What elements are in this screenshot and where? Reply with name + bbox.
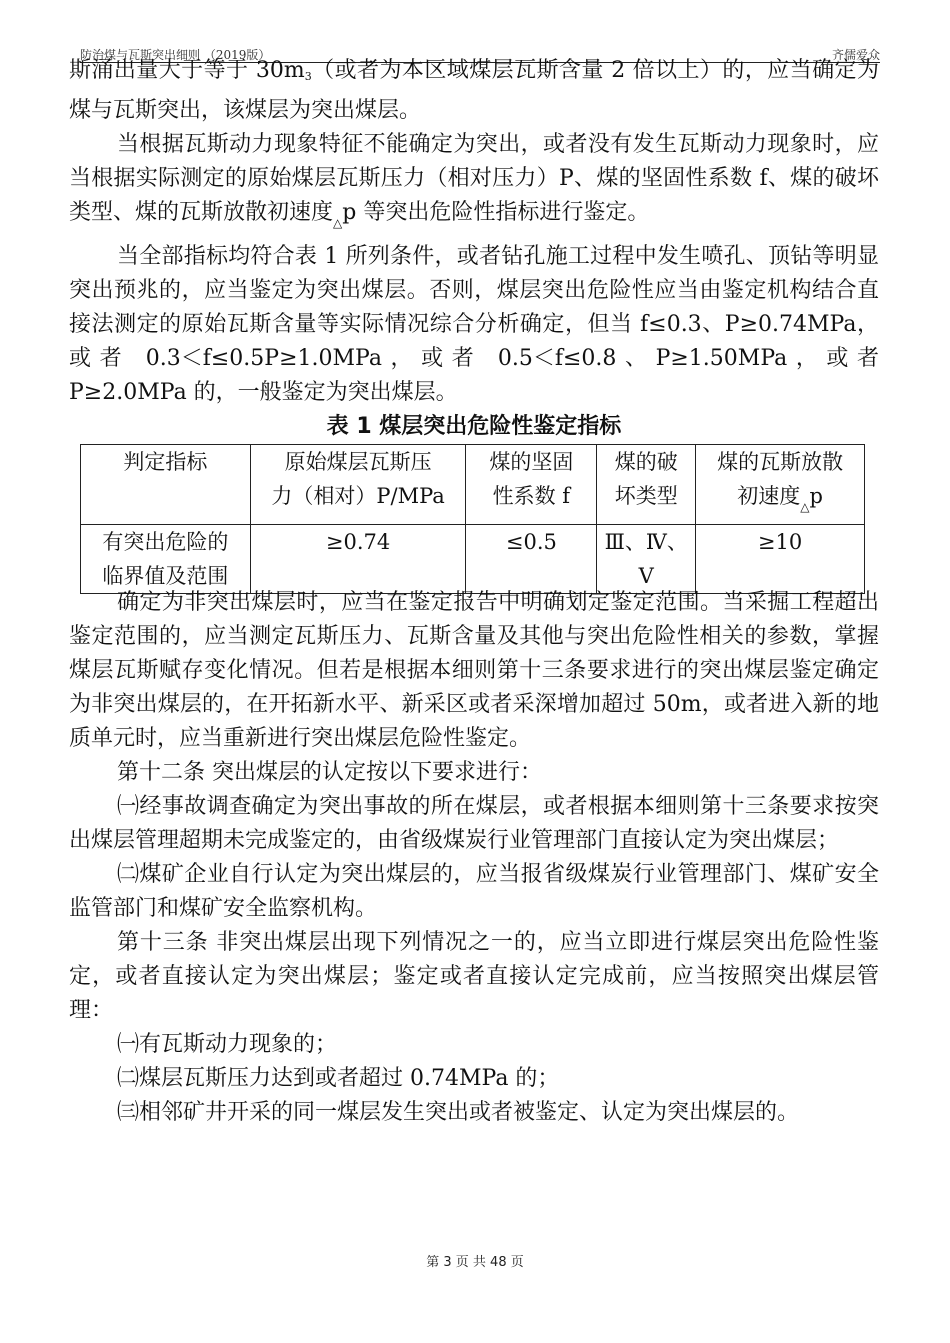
superscript: 3 <box>304 70 312 83</box>
paragraph: 第十三条 非突出煤层出现下列情况之一的，应当立即进行煤层突出危险性鉴定，或者直接认定为突出煤层；鉴定或者直接认定完成前，应当按照突出煤层管理： <box>69 930 879 1023</box>
table-row <box>81 525 865 594</box>
cell-text: ≥10 <box>757 530 803 554</box>
cell-text: ≥0.74 <box>325 530 391 554</box>
cell-text: 煤的坚固 <box>489 450 574 474</box>
paragraph: ㈠经事故调查确定为突出事故的所在煤层，或者根据本细则第十三条要求按突出煤层管理超期未完成鉴定的，由省级煤炭行业管理部门直接认定为突出煤层； <box>69 794 879 853</box>
paragraph <box>69 128 879 240</box>
header-document-title: 防治煤与瓦斯突出细则 （2019版） <box>80 48 271 62</box>
table-cell <box>696 525 865 594</box>
cell-text: 判定指标 <box>123 450 208 474</box>
table-header-cell <box>81 445 251 525</box>
table-header-cell <box>250 445 466 525</box>
table-cell <box>597 525 696 594</box>
cell-text <box>698 479 862 524</box>
table-header-row <box>81 445 865 525</box>
cell-text: 力（相对）P/MPa <box>271 484 445 508</box>
page-body <box>69 58 879 1130</box>
paragraph: 当全部指标均符合表 1 所列条件，或者钻孔施工过程中发生喷孔、顶钻等明显突出预兆的，应当鉴定为突出煤层。否则，煤层突出危险性应当由鉴定机构结合直接法测定的原始瓦斯含量等实际情况综合分析确定，但当 f≤0.3、P≥0.74MPa，或者 0.3＜f≤0.5P≥1.0MPa，或者 0.5＜f≤0.8、P≥1.50MPa，或者 P≥2.0MPa 的，一般鉴定为突出煤层。 <box>69 244 879 405</box>
cell-text: 坏类型 <box>614 484 678 508</box>
delta-symbol: △ <box>800 500 810 514</box>
cell-text: 有突出危险的 <box>102 530 229 554</box>
paragraph: 确定为非突出煤层时，应当在鉴定报告中明确划定鉴定范围。当采掘工程超出鉴定范围的，应当测定瓦斯压力、瓦斯含量及其他与突出危险性相关的参数，掌握煤层瓦斯赋存变化情况。但若是根据本细则第十三条要求进行的突出煤层鉴定确定为非突出煤层的，在开拓新水平、新采区或者采深增加超过 50m，或者进入新的地质单元时，应当重新进行突出煤层危险性鉴定。 <box>69 590 879 751</box>
header-author: 齐儒爱众 <box>831 48 880 62</box>
cell-text: 煤的瓦斯放散 <box>717 450 844 474</box>
table-header-cell <box>597 445 696 525</box>
paragraph-text: 斯涌出量大于等于 30m <box>69 58 305 83</box>
table-header-cell <box>696 445 865 525</box>
cell-text: 煤的破 <box>614 450 678 474</box>
delta-symbol: △ <box>333 216 343 230</box>
cell-text: 性系数 f <box>492 484 571 508</box>
cell-text: Ⅴ <box>638 564 654 588</box>
paragraph: ㈡煤层瓦斯压力达到或者超过 0.74MPa 的； <box>117 1066 560 1091</box>
cell-text: Ⅲ、Ⅳ、 <box>604 530 688 554</box>
cell-text: ≤0.5 <box>505 530 557 554</box>
page-number: 第 3 页 共 48 页 <box>426 1255 524 1270</box>
table-title: 表 1 煤层突出危险性鉴定指标 <box>326 414 622 439</box>
paragraph-text: 当根据瓦斯动力现象特征不能确定为突出，或者没有发生瓦斯动力现象时，应当根据实际测定的原始煤层瓦斯压力（相对压力）P、煤的坚固性系数 f、煤的破坏类型、煤的瓦斯放散初速度 <box>69 132 879 225</box>
table-cell <box>466 525 597 594</box>
paragraph: ㈡煤矿企业自行认定为突出煤层的，应当报省级煤炭行业管理部门、煤矿安全监管部门和煤矿安全监察机构。 <box>69 862 879 921</box>
table-cell <box>250 525 466 594</box>
paragraph-text: （或者为本区域煤层瓦斯含量 2 倍以上）的，应当确定为煤与瓦斯突出，该煤层为突出煤层。 <box>69 58 879 123</box>
paragraph-text: p 等突出危险性指标进行鉴定。 <box>342 200 650 225</box>
cell-text: 临界值及范围 <box>102 564 229 588</box>
cell-text-part: p <box>809 484 823 508</box>
paragraph: 第十二条 突出煤层的认定按以下要求进行： <box>117 760 542 785</box>
paragraph: ㈠有瓦斯动力现象的； <box>117 1032 338 1057</box>
table-cell <box>81 525 251 594</box>
table-header-cell <box>466 445 597 525</box>
cell-text-part: 初速度 <box>737 484 801 508</box>
paragraph <box>69 54 879 128</box>
paragraph: ㈢相邻矿井开采的同一煤层发生突出或者被鉴定、认定为突出煤层的。 <box>117 1100 800 1125</box>
cell-text: 原始煤层瓦斯压 <box>284 450 432 474</box>
indicator-table <box>80 444 865 594</box>
